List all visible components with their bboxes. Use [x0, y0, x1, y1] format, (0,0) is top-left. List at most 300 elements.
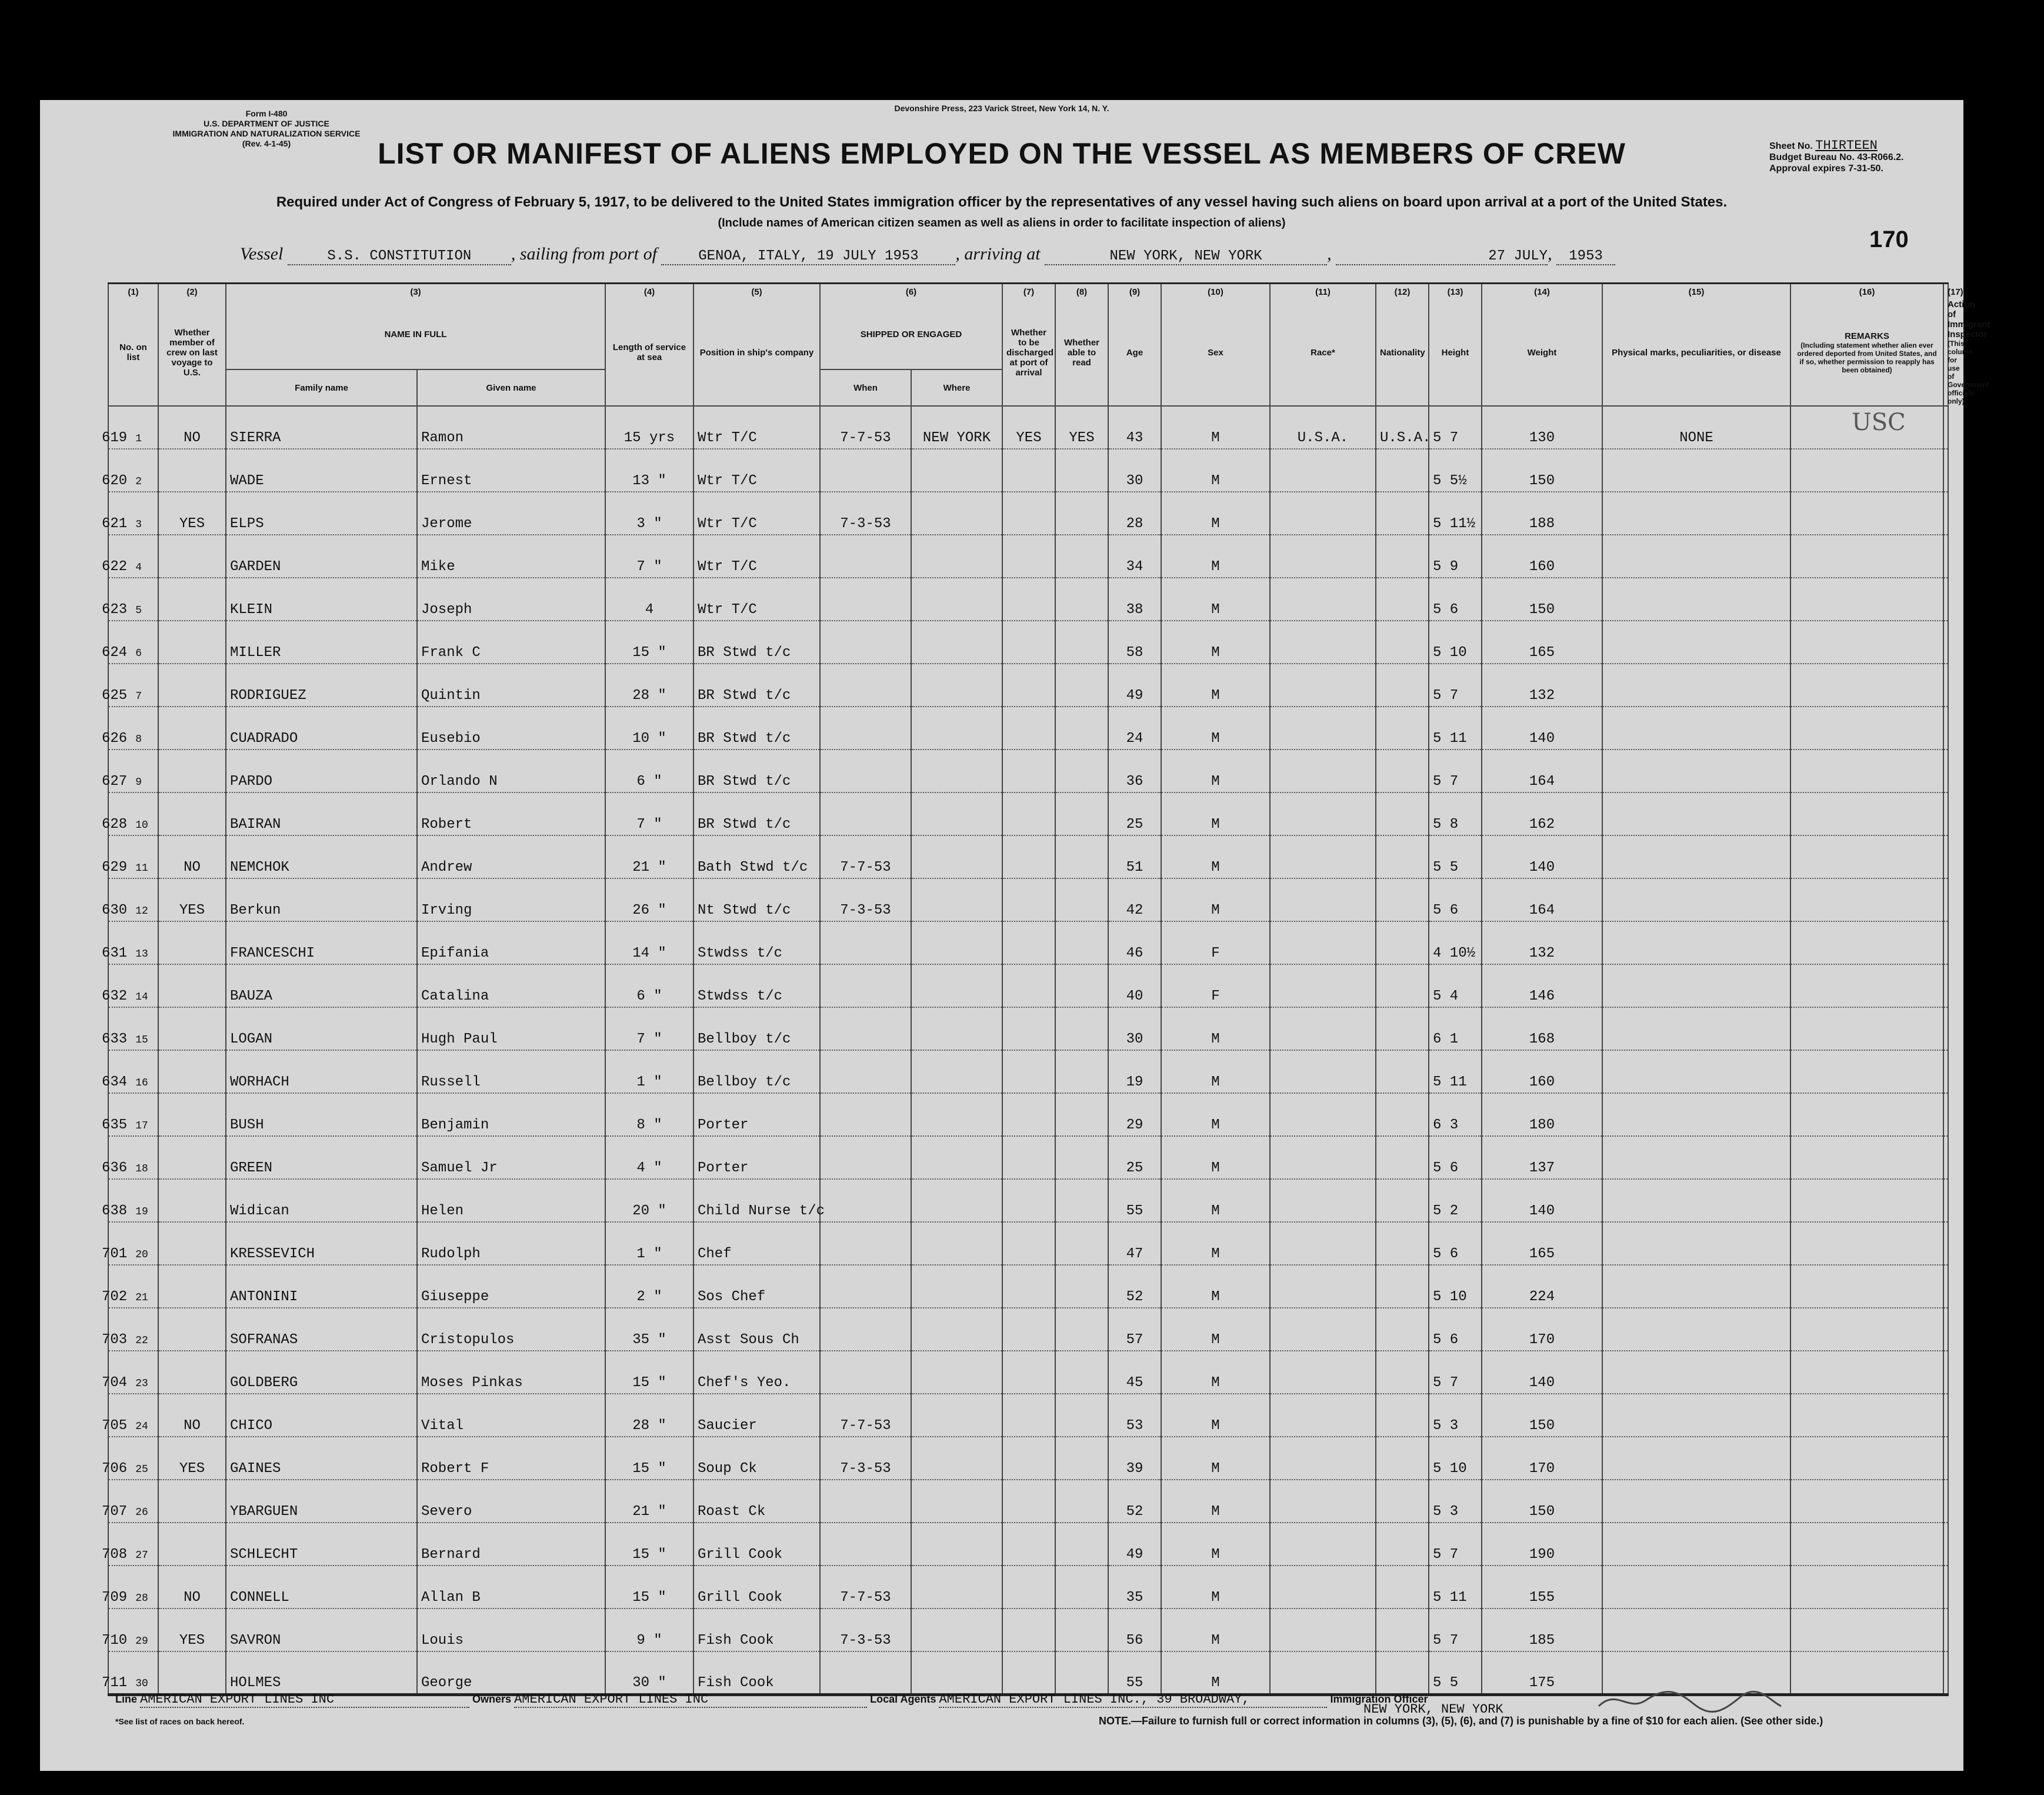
- officer-label: Immigration Officer: [1330, 1693, 1428, 1705]
- cell-disch: [1002, 707, 1055, 750]
- cell-last: YES: [158, 878, 226, 921]
- cell-when: [820, 707, 911, 750]
- cell-marks: [1602, 1265, 1790, 1308]
- vessel-label: Vessel: [240, 244, 284, 264]
- cell-disch: [1002, 835, 1055, 878]
- stamp-number-cell: 708: [102, 1547, 128, 1563]
- cell-nat: [1376, 1136, 1429, 1179]
- stamp-number-cell: 709: [102, 1590, 128, 1606]
- cell-when: [820, 1222, 911, 1265]
- col-num: (8): [1055, 284, 1108, 300]
- cell-service: 4: [605, 578, 693, 621]
- col-num: (10): [1161, 284, 1270, 300]
- cell-nat: [1376, 1222, 1429, 1265]
- action-cell: [1943, 1566, 1948, 1608]
- cell-family: CUADRADO: [226, 707, 417, 750]
- cell-position: Roast Ck: [693, 1480, 820, 1523]
- cell-race: [1270, 1136, 1376, 1179]
- cell-age: 49: [1108, 664, 1161, 707]
- table-row: [108, 1050, 1948, 1093]
- cell-age: 34: [1108, 535, 1161, 578]
- col-num: (12): [1376, 284, 1429, 300]
- cell-sex: M: [1161, 1222, 1270, 1265]
- remarks-cell: [1790, 1308, 1943, 1351]
- cell-given: Rudolph: [417, 1222, 605, 1265]
- cell-height: 5 6: [1429, 1136, 1482, 1179]
- cell-nat: U.S.A.: [1376, 406, 1429, 449]
- cell-nat: [1376, 1050, 1429, 1093]
- stamp-number-cell: 702: [102, 1289, 128, 1305]
- stamp-number-cell: 707: [102, 1504, 128, 1520]
- manifest-rows: [102, 406, 1948, 1694]
- cell-height: 5 6: [1429, 878, 1482, 921]
- cell-height: 5 10: [1429, 621, 1482, 664]
- cell-sex: M: [1161, 1608, 1270, 1651]
- row-number: 20: [135, 1249, 148, 1261]
- column-number-row: [108, 284, 1948, 300]
- cell-given: Cristopulos: [417, 1308, 605, 1351]
- cell-race: [1270, 449, 1376, 492]
- cell-marks: [1602, 1179, 1790, 1222]
- cell-marks: [1602, 878, 1790, 921]
- cell-given: Catalina: [417, 964, 605, 1007]
- cell-where: [911, 750, 1002, 792]
- stamp-number-cell: 623: [102, 602, 128, 618]
- cell-marks: [1602, 921, 1790, 964]
- cell-when: 7-3-53: [820, 1437, 911, 1480]
- col-header-name: NAME IN FULL: [226, 299, 605, 369]
- cell-where: [911, 664, 1002, 707]
- cell-sex: M: [1161, 707, 1270, 750]
- remarks-cell: [1790, 792, 1943, 835]
- cell-disch: [1002, 1523, 1055, 1566]
- cell-nat: [1376, 1308, 1429, 1351]
- cell-disch: [1002, 1007, 1055, 1050]
- cell-no: [102, 492, 158, 535]
- remarks-cell: [1790, 835, 1943, 878]
- cell-no: [102, 1566, 158, 1608]
- stamp-number-cell: 636: [102, 1160, 128, 1176]
- cell-sex: M: [1161, 1308, 1270, 1351]
- table-row: [108, 664, 1948, 707]
- cell-where: [911, 1394, 1002, 1437]
- cell-family: BAIRAN: [226, 792, 417, 835]
- cell-marks: [1602, 1608, 1790, 1651]
- cell-position: Bellboy t/c: [693, 1050, 820, 1093]
- cell-age: 55: [1108, 1179, 1161, 1222]
- cell-where: [911, 1050, 1002, 1093]
- stamp-number-cell: 635: [102, 1117, 128, 1133]
- cell-given: Moses Pinkas: [417, 1351, 605, 1394]
- arriving-label: , arriving at: [955, 244, 1041, 264]
- action-cell: [1943, 1308, 1948, 1351]
- cell-nat: [1376, 449, 1429, 492]
- cell-given: Giuseppe: [417, 1265, 605, 1308]
- cell-given: Russell: [417, 1050, 605, 1093]
- cell-no: [102, 406, 158, 449]
- cell-position: Wtr T/C: [693, 406, 820, 449]
- cell-last: [158, 1222, 226, 1265]
- cell-given: Quintin: [417, 664, 605, 707]
- cell-disch: [1002, 1437, 1055, 1480]
- cell-where: [911, 1437, 1002, 1480]
- action-cell: [1943, 406, 1948, 449]
- cell-weight: 162: [1482, 792, 1602, 835]
- cell-given: Severo: [417, 1480, 605, 1523]
- table-row: [108, 1566, 1948, 1608]
- cell-where: [911, 1480, 1002, 1523]
- cell-age: 28: [1108, 492, 1161, 535]
- cell-race: [1270, 1351, 1376, 1394]
- cell-family: SAVRON: [226, 1608, 417, 1651]
- cell-read: [1055, 1308, 1108, 1351]
- form-number: Form I-480: [245, 109, 288, 118]
- cell-position: Wtr T/C: [693, 578, 820, 621]
- stamp-number-cell: 631: [102, 945, 128, 961]
- action-cell: [1943, 492, 1948, 535]
- cell-age: 55: [1108, 1651, 1161, 1694]
- cell-height: 5 6: [1429, 1308, 1482, 1351]
- cell-sex: M: [1161, 1007, 1270, 1050]
- col-num: (2): [158, 284, 226, 300]
- stamp-number-cell: 626: [102, 731, 128, 747]
- cell-position: BR Stwd t/c: [693, 621, 820, 664]
- printer-line: Devonshire Press, 223 Varick Street, New York 14, N. Y.: [894, 104, 1109, 113]
- cell-position: Sos Chef: [693, 1265, 820, 1308]
- sheet-label: Sheet No.: [1769, 141, 1813, 151]
- row-number: 26: [135, 1507, 148, 1518]
- cell-given: Samuel Jr: [417, 1136, 605, 1179]
- table-row: [108, 492, 1948, 535]
- col-header-read: Whether able to read: [1055, 299, 1108, 406]
- col-num: (17): [1943, 284, 1948, 300]
- cell-nat: [1376, 1608, 1429, 1651]
- remarks-cell: [1790, 664, 1943, 707]
- cell-last: [158, 1136, 226, 1179]
- cell-when: [820, 621, 911, 664]
- cell-disch: [1002, 664, 1055, 707]
- cell-weight: 140: [1482, 707, 1602, 750]
- cell-given: Helen: [417, 1179, 605, 1222]
- remarks-cell: [1790, 535, 1943, 578]
- cell-race: [1270, 1093, 1376, 1136]
- cell-race: [1270, 835, 1376, 878]
- agents-value-2: NEW YORK, NEW YORK: [1363, 1702, 1503, 1717]
- cell-age: 56: [1108, 1608, 1161, 1651]
- cell-family: YBARGUEN: [226, 1480, 417, 1523]
- action-cell: [1943, 792, 1948, 835]
- cell-family: SOFRANAS: [226, 1308, 417, 1351]
- cell-weight: 140: [1482, 1179, 1602, 1222]
- cell-given: Robert F: [417, 1437, 605, 1480]
- remarks-cell: [1790, 750, 1943, 792]
- cell-age: 52: [1108, 1265, 1161, 1308]
- action-cell: [1943, 664, 1948, 707]
- cell-age: 43: [1108, 406, 1161, 449]
- budget-bureau: Budget Bureau No. 43-R066.2.: [1769, 152, 1904, 162]
- cell-last: YES: [158, 492, 226, 535]
- cell-read: [1055, 921, 1108, 964]
- cell-read: [1055, 1179, 1108, 1222]
- page-subtitle: Required under Act of Congress of February 5, 1917, to be delivered to the United States immigration officer by the representatives of any vessel having such aliens on board upon arrival at a port of the United States.: [276, 194, 1728, 210]
- cell-where: [911, 1007, 1002, 1050]
- cell-race: [1270, 792, 1376, 835]
- cell-service: 1 ": [605, 1222, 693, 1265]
- remarks-cell: [1790, 1566, 1943, 1608]
- action-cell: [1943, 1437, 1948, 1480]
- cell-last: [158, 664, 226, 707]
- cell-height: 5 3: [1429, 1480, 1482, 1523]
- penalty-note: NOTE.—Failure to furnish full or correct information in columns (3), (5), (6), and (7) is punishable by a fine of $10 for each alien. (See other side.): [1099, 1715, 1823, 1727]
- stamp-number-cell: 632: [102, 988, 128, 1004]
- table-row: [108, 750, 1948, 792]
- footnote: *See list of races on back hereof.: [115, 1717, 245, 1726]
- cell-nat: [1376, 578, 1429, 621]
- cell-family: ANTONINI: [226, 1265, 417, 1308]
- row-number: 13: [135, 948, 148, 960]
- cell-age: 53: [1108, 1394, 1161, 1437]
- cell-weight: 175: [1482, 1651, 1602, 1694]
- cell-weight: 132: [1482, 921, 1602, 964]
- cell-race: [1270, 1437, 1376, 1480]
- cell-marks: [1602, 621, 1790, 664]
- cell-nat: [1376, 792, 1429, 835]
- cell-sex: M: [1161, 878, 1270, 921]
- cell-sex: M: [1161, 835, 1270, 878]
- cell-marks: [1602, 1007, 1790, 1050]
- table-row: [108, 835, 1948, 878]
- cell-where: [911, 1351, 1002, 1394]
- cell-race: [1270, 492, 1376, 535]
- cell-given: George: [417, 1651, 605, 1694]
- cell-service: 7 ": [605, 792, 693, 835]
- port-from: GENOA, ITALY, 19 JULY 1953: [661, 248, 955, 265]
- cell-marks: [1602, 1566, 1790, 1608]
- cell-sex: M: [1161, 792, 1270, 835]
- cell-no: [102, 1265, 158, 1308]
- port-to: NEW YORK, NEW YORK: [1045, 248, 1327, 265]
- cell-age: 52: [1108, 1480, 1161, 1523]
- cell-age: 47: [1108, 1222, 1161, 1265]
- cell-position: Child Nurse t/c: [693, 1179, 820, 1222]
- cell-weight: 168: [1482, 1007, 1602, 1050]
- remarks-cell: [1790, 1222, 1943, 1265]
- cell-disch: [1002, 1093, 1055, 1136]
- cell-read: [1055, 835, 1108, 878]
- cell-race: [1270, 1265, 1376, 1308]
- stamp-number-cell: 624: [102, 645, 128, 661]
- row-number: 3: [135, 519, 142, 531]
- cell-position: Fish Cook: [693, 1608, 820, 1651]
- cell-marks: [1602, 1523, 1790, 1566]
- cell-where: [911, 1265, 1002, 1308]
- cell-race: [1270, 964, 1376, 1007]
- cell-height: 5 7: [1429, 1523, 1482, 1566]
- cell-service: 26 ": [605, 878, 693, 921]
- cell-no: [102, 1608, 158, 1651]
- table-row: [108, 921, 1948, 964]
- cell-where: [911, 792, 1002, 835]
- cell-given: Benjamin: [417, 1093, 605, 1136]
- col-header-position: Position in ship's company: [693, 299, 820, 406]
- cell-service: 3 ": [605, 492, 693, 535]
- cell-when: 7-3-53: [820, 1608, 911, 1651]
- cell-sex: F: [1161, 921, 1270, 964]
- cell-where: [911, 1651, 1002, 1694]
- cell-weight: 160: [1482, 1050, 1602, 1093]
- cell-race: [1270, 578, 1376, 621]
- cell-read: [1055, 621, 1108, 664]
- cell-when: [820, 1050, 911, 1093]
- table-row: [108, 1093, 1948, 1136]
- vessel-name: S.S. CONSTITUTION: [288, 248, 511, 265]
- table-row: [108, 535, 1948, 578]
- action-cell: [1943, 1222, 1948, 1265]
- sheet-block: [1769, 140, 1904, 174]
- cell-race: [1270, 1222, 1376, 1265]
- row-number: 27: [135, 1550, 148, 1561]
- cell-disch: [1002, 1222, 1055, 1265]
- cell-last: [158, 449, 226, 492]
- cell-disch: [1002, 578, 1055, 621]
- cell-age: 29: [1108, 1093, 1161, 1136]
- action-cell: [1943, 1179, 1948, 1222]
- cell-marks: [1602, 449, 1790, 492]
- table-row: [108, 878, 1948, 921]
- cell-when: 7-3-53: [820, 492, 911, 535]
- cell-height: 5 6: [1429, 1222, 1482, 1265]
- action-cell: [1943, 1608, 1948, 1651]
- col-num: (3): [226, 284, 605, 300]
- cell-sex: M: [1161, 578, 1270, 621]
- cell-when: [820, 664, 911, 707]
- cell-weight: 188: [1482, 492, 1602, 535]
- stamp-number-cell: 621: [102, 516, 128, 532]
- cell-height: 5 7: [1429, 406, 1482, 449]
- col-header-marks: Physical marks, peculiarities, or disease: [1602, 299, 1790, 406]
- cell-last: [158, 1265, 226, 1308]
- cell-nat: [1376, 1394, 1429, 1437]
- col-header-service: Length of service at sea: [605, 299, 693, 406]
- cell-age: 39: [1108, 1437, 1161, 1480]
- cell-family: Berkun: [226, 878, 417, 921]
- cell-service: 15 ": [605, 1523, 693, 1566]
- table-row: [108, 1308, 1948, 1351]
- line-value: AMERICAN EXPORT LINES INC: [140, 1692, 469, 1708]
- cell-disch: [1002, 1179, 1055, 1222]
- cell-no: [102, 1523, 158, 1566]
- cell-height: 5 5: [1429, 1651, 1482, 1694]
- cell-age: 57: [1108, 1308, 1161, 1351]
- cell-family: GAINES: [226, 1437, 417, 1480]
- cell-weight: 140: [1482, 1351, 1602, 1394]
- table-row: [108, 792, 1948, 835]
- stamp-number-cell: 711: [102, 1674, 128, 1691]
- cell-height: 5 7: [1429, 1608, 1482, 1651]
- cell-nat: [1376, 707, 1429, 750]
- cell-weight: 190: [1482, 1523, 1602, 1566]
- cell-weight: 185: [1482, 1608, 1602, 1651]
- cell-disch: [1002, 621, 1055, 664]
- cell-no: [102, 578, 158, 621]
- cell-sex: M: [1161, 664, 1270, 707]
- remarks-title: REMARKS: [1845, 331, 1889, 341]
- cell-position: Stwdss t/c: [693, 964, 820, 1007]
- cell-race: [1270, 1394, 1376, 1437]
- cell-age: 40: [1108, 964, 1161, 1007]
- cell-when: 7-3-53: [820, 878, 911, 921]
- cell-where: [911, 878, 1002, 921]
- cell-race: [1270, 750, 1376, 792]
- action-cell: [1943, 578, 1948, 621]
- cell-marks: [1602, 1136, 1790, 1179]
- cell-read: [1055, 1394, 1108, 1437]
- cell-service: 1 ": [605, 1050, 693, 1093]
- col-num: (15): [1602, 284, 1790, 300]
- cell-disch: [1002, 492, 1055, 535]
- cell-position: Fish Cook: [693, 1651, 820, 1694]
- cell-disch: [1002, 964, 1055, 1007]
- stamp-number-cell: 706: [102, 1461, 128, 1477]
- cell-where: NEW YORK: [911, 406, 1002, 449]
- remarks-cell: [1790, 1179, 1943, 1222]
- cell-family: RODRIGUEZ: [226, 664, 417, 707]
- cell-position: Bath Stwd t/c: [693, 835, 820, 878]
- stamp-number-cell: 620: [102, 473, 128, 489]
- col-num: (5): [693, 284, 820, 300]
- cell-height: 5 10: [1429, 1437, 1482, 1480]
- cell-service: 13 ": [605, 449, 693, 492]
- cell-height: 5 6: [1429, 578, 1482, 621]
- row-number: 17: [135, 1120, 148, 1132]
- cell-no: [102, 750, 158, 792]
- cell-no: [102, 449, 158, 492]
- stamp-number: 170: [1869, 227, 1909, 252]
- cell-service: 6 ": [605, 750, 693, 792]
- cell-sex: M: [1161, 1566, 1270, 1608]
- cell-race: [1270, 1651, 1376, 1694]
- cell-when: [820, 1007, 911, 1050]
- cell-where: [911, 1608, 1002, 1651]
- cell-race: [1270, 707, 1376, 750]
- cell-position: BR Stwd t/c: [693, 664, 820, 707]
- cell-no: [102, 621, 158, 664]
- sailing-label: , sailing from port of: [511, 244, 657, 264]
- action-cell: [1943, 835, 1948, 878]
- cell-nat: [1376, 921, 1429, 964]
- cell-family: SCHLECHT: [226, 1523, 417, 1566]
- cell-no: [102, 921, 158, 964]
- manifest-page: [40, 100, 1990, 1771]
- cell-read: [1055, 1651, 1108, 1694]
- table-row: [108, 1608, 1948, 1651]
- col-header-sex: Sex: [1161, 299, 1270, 406]
- cell-where: [911, 1523, 1002, 1566]
- cell-weight: 130: [1482, 406, 1602, 449]
- cell-height: 5 4: [1429, 964, 1482, 1007]
- cell-given: Mike: [417, 535, 605, 578]
- row-number: 8: [135, 734, 142, 745]
- cell-given: Frank C: [417, 621, 605, 664]
- cell-last: [158, 1093, 226, 1136]
- cell-last: [158, 578, 226, 621]
- col-num: (9): [1108, 284, 1161, 300]
- cell-no: [102, 878, 158, 921]
- cell-sex: F: [1161, 964, 1270, 1007]
- cell-height: 5 11: [1429, 1050, 1482, 1093]
- cell-marks: [1602, 707, 1790, 750]
- remarks-cell: [1790, 1394, 1943, 1437]
